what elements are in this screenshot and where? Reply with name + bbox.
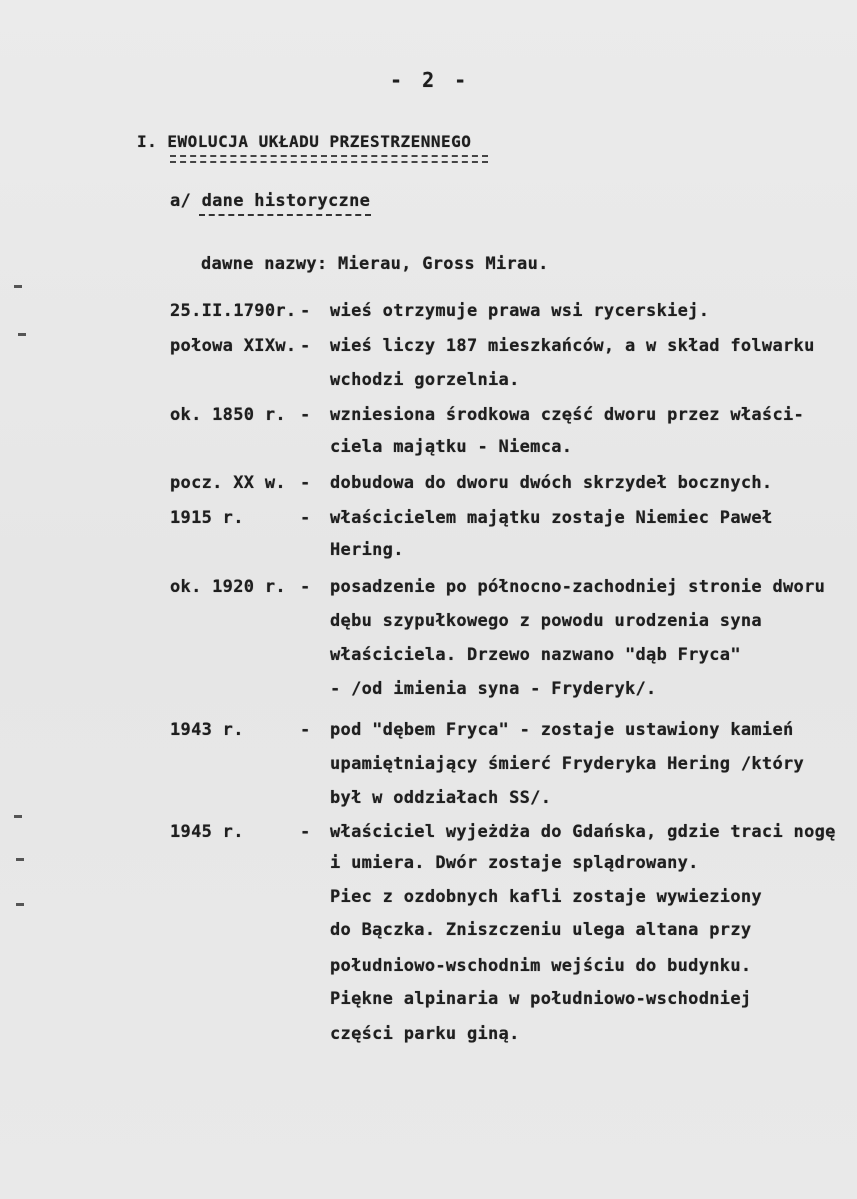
entry-text-line: ciela majątku - Niemca. — [330, 437, 573, 457]
entry-dash: - — [300, 720, 311, 740]
entry-text-line: wieś liczy 187 mieszkańców, a w skład folwarku — [330, 336, 815, 356]
entry-dash: - — [300, 473, 311, 493]
entry-date: 1943 r. — [170, 720, 244, 740]
entry-text-line: Piękne alpinaria w południowo-wschodniej — [330, 989, 752, 1009]
entry-text-line: części parku giną. — [330, 1024, 520, 1044]
entry-date: 1945 r. — [170, 822, 244, 842]
former-names-line: dawne nazwy: Mierau, Gross Mirau. — [201, 254, 549, 274]
entry-dash: - — [300, 301, 311, 321]
page-number: - 2 - — [390, 68, 471, 92]
entry-dash: - — [300, 822, 311, 842]
entry-text-line: właściciela. Drzewo nazwano "dąb Fryca" — [330, 645, 741, 665]
entry-date: pocz. XX w. — [170, 473, 286, 493]
margin-punch-mark — [14, 815, 22, 818]
entry-date: ok. 1850 r. — [170, 405, 286, 425]
entry-text-line: dębu szypułkowego z powodu urodzenia syna — [330, 611, 762, 631]
entry-text-line: - /od imienia syna - Fryderyk/. — [330, 679, 657, 699]
entry-text-line: był w oddziałach SS/. — [330, 788, 552, 808]
entry-text-line: właściciel wyjeżdża do Gdańska, gdzie traci nogę — [330, 822, 836, 842]
entry-dash: - — [300, 577, 311, 597]
entry-dash: - — [300, 336, 311, 356]
entry-text-line: do Bączka. Zniszczeniu ulega altana przy — [330, 920, 752, 940]
entry-dash: - — [300, 405, 311, 425]
entry-text-line: upamiętniający śmierć Fryderyka Hering /który — [330, 754, 805, 774]
section-title-double-underline — [170, 155, 488, 163]
entry-date: 25.II.1790r. — [170, 301, 297, 321]
entry-text-line: wieś otrzymuje prawa wsi rycerskiej. — [330, 301, 710, 321]
subheading-underline — [199, 214, 371, 216]
entry-text-line: Piec z ozdobnych kafli zostaje wywieziony — [330, 887, 762, 907]
entry-text-line: dobudowa do dworu dwóch skrzydeł bocznych. — [330, 473, 773, 493]
entry-text-line: i umiera. Dwór zostaje splądrowany. — [330, 853, 699, 873]
margin-punch-mark — [16, 903, 24, 906]
entry-date: 1915 r. — [170, 508, 244, 528]
entry-dash: - — [300, 508, 311, 528]
entry-text-line: posadzenie po północno-zachodniej stronie dworu — [330, 577, 826, 597]
subheading: a/ dane historyczne — [170, 191, 371, 211]
entry-text-line: południowo-wschodnim wejściu do budynku. — [330, 956, 752, 976]
entry-text-line: pod "dębem Fryca" - zostaje ustawiony kamień — [330, 720, 794, 740]
entry-text-line: wzniesiona środkowa część dworu przez właści- — [330, 405, 805, 425]
entry-date: połowa XIXw. — [170, 336, 297, 356]
margin-punch-mark — [18, 333, 26, 336]
margin-punch-mark — [16, 858, 24, 861]
entry-text-line: wchodzi gorzelnia. — [330, 370, 520, 390]
margin-punch-mark — [14, 285, 22, 288]
entry-date: ok. 1920 r. — [170, 577, 286, 597]
entry-text-line: właścicielem majątku zostaje Niemiec Paweł — [330, 508, 773, 528]
entry-text-line: Hering. — [330, 540, 404, 560]
section-title: I. EWOLUCJA UKŁADU PRZESTRZENNEGO — [137, 132, 472, 151]
